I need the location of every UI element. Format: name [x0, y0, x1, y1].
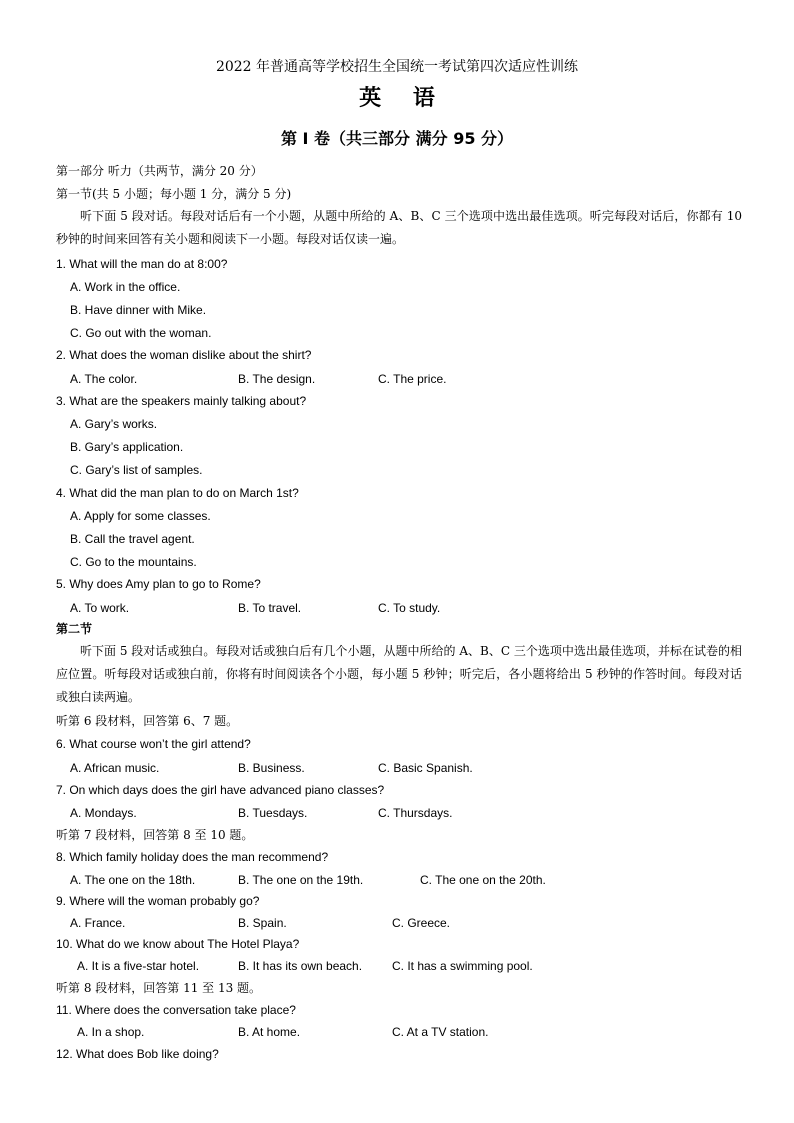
option-b: B. The one on the 19th.	[238, 873, 364, 887]
option-b: B. Spain.	[238, 916, 287, 930]
option-c: C. Gary’s list of samples.	[70, 463, 203, 477]
section1-title: 第一节(共 5 小题；每小题 1 分，满分 5 分)	[56, 187, 292, 201]
section1-instructions: 听下面 5 段对话。每段对话后有一个小题，从题中所给的 A、B、C 三个选项中选出最佳选项。听完每段对话后，你都有 10 秒钟的时间来回答有关小题和阅读下一小题。每段对话仅读一遍。	[56, 209, 742, 246]
option-a: A. To work.	[70, 601, 130, 615]
question-stem: 10. What do we know about The Hotel Playa?	[56, 937, 300, 951]
section2-title: 第二节	[56, 622, 93, 636]
option-b: B. Tuesdays.	[238, 806, 308, 820]
option-b: B. At home.	[238, 1025, 301, 1039]
question-stem: 4. What did the man plan to do on March 1st?	[56, 486, 299, 500]
option-c: C. At a TV station.	[392, 1025, 489, 1039]
question-stem: 7. On which days does the girl have advanced piano classes?	[56, 783, 385, 797]
part1-title: 第一部分 听力（共两节，满分 20 分）	[56, 164, 263, 178]
option-b: B. To travel.	[238, 601, 302, 615]
option-a: A. Gary’s works.	[70, 417, 158, 431]
question-stem: 11. Where does the conversation take place?	[56, 1003, 296, 1017]
option-a: A. It is a five-star hotel.	[77, 959, 200, 973]
option-a: A. Apply for some classes.	[70, 509, 211, 523]
option-b: B. Have dinner with Mike.	[70, 303, 207, 317]
option-b: B. Business.	[238, 761, 305, 775]
question-stem: 3. What are the speakers mainly talking about?	[56, 394, 307, 408]
option-c: C. Go to the mountains.	[70, 555, 197, 569]
option-b: B. It has its own beach.	[238, 959, 363, 973]
material-6-note: 听第 6 段材料，回答第 6、7 题。	[56, 714, 239, 728]
exam-title: 2022 年普通高等学校招生全国统一考试第四次适应性训练	[215, 59, 579, 75]
option-a: A. In a shop.	[77, 1025, 145, 1039]
option-c: C. The one on the 20th.	[420, 873, 546, 887]
option-c: C. Thursdays.	[378, 806, 453, 820]
material-8-note: 听第 8 段材料，回答第 11 至 13 题。	[56, 981, 262, 995]
option-c: C. Greece.	[392, 916, 451, 930]
question-stem: 1. What will the man do at 8:00?	[56, 257, 228, 271]
question-stem: 12. What does Bob like doing?	[56, 1047, 219, 1061]
option-a: A. Mondays.	[70, 806, 137, 820]
option-b: B. The design.	[238, 372, 316, 386]
question-stem: 6. What course won’t the girl attend?	[56, 737, 251, 751]
volume-title: 第 I 卷（共三部分 满分 95 分）	[280, 129, 514, 148]
subject-title: 英 语	[359, 86, 447, 111]
question-stem: 2. What does the woman dislike about the shirt?	[56, 348, 312, 362]
question-stem: 5. Why does Amy plan to go to Rome?	[56, 577, 261, 591]
option-a: A. Work in the office.	[70, 280, 181, 294]
section2-instructions: 听下面 5 段对话或独白。每段对话或独白后有几个小题，从题中所给的 A、B、C 三个选项中选出最佳选项，并标在试卷的相应位置。听每段对话或独白前，你将有时间阅读各个小题，每小题 5 秒钟；听完后，各小题将给出 5 秒钟的作答时间。每段对话或独白读两遍。	[56, 644, 742, 704]
material-7-note: 听第 7 段材料，回答第 8 至 10 题。	[56, 828, 254, 842]
option-a: A. France.	[70, 916, 126, 930]
option-b: B. Gary’s application.	[70, 440, 184, 454]
option-a: A. The color.	[70, 372, 138, 386]
question-stem: 8. Which family holiday does the man recommend?	[56, 850, 329, 864]
option-c: C. Go out with the woman.	[70, 326, 212, 340]
option-c: C. Basic Spanish.	[378, 761, 473, 775]
option-c: C. It has a swimming pool.	[392, 959, 533, 973]
option-b: B. Call the travel agent.	[70, 532, 195, 546]
question-stem: 9. Where will the woman probably go?	[56, 894, 260, 908]
option-a: A. African music.	[70, 761, 160, 775]
option-c: C. To study.	[378, 601, 441, 615]
option-a: A. The one on the 18th.	[70, 873, 196, 887]
option-c: C. The price.	[378, 372, 447, 386]
